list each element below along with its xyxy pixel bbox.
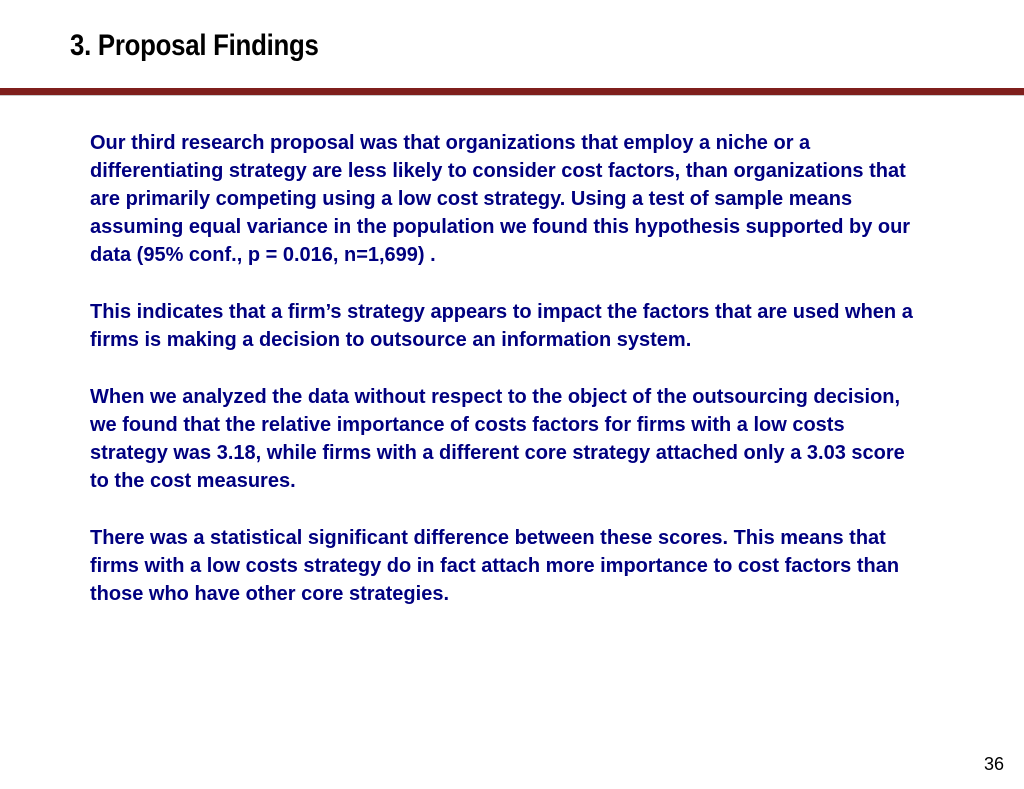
paragraph-significance: There was a statistical significant difference between these scores. This means that firms with a low costs strategy do in fact attach more importance to cost factors than those who have other core strategies. [90, 527, 900, 605]
paragraph-hypothesis: Our third research proposal was that organizations that employ a niche or a differentiating strategy are less likely to consider cost factors, than organizations that are primarily competing using a low cost strategy. Using a test of sample means assuming equal variance in the population we found this hypothesis supported by our data (95% conf., p = 0.016, n=1,699) . [90, 132, 911, 266]
page-number: 36 [983, 754, 1004, 774]
paragraph-strategy-impact: This indicates that a firm’s strategy appears to impact the factors that are used when a firms is making a decision to outsource an information system. [90, 301, 913, 351]
title-divider [0, 88, 1024, 96]
slide-title: 3. Proposal Findings [70, 29, 319, 62]
slide-body [90, 129, 920, 637]
paragraph-cost-scores: When we analyzed the data without respect to the object of the outsourcing decision, we found that the relative importance of costs factors for firms with a low costs strategy was 3.18, while firms with a different core strategy attached only a 3.03 score to the cost measures. [90, 386, 905, 492]
